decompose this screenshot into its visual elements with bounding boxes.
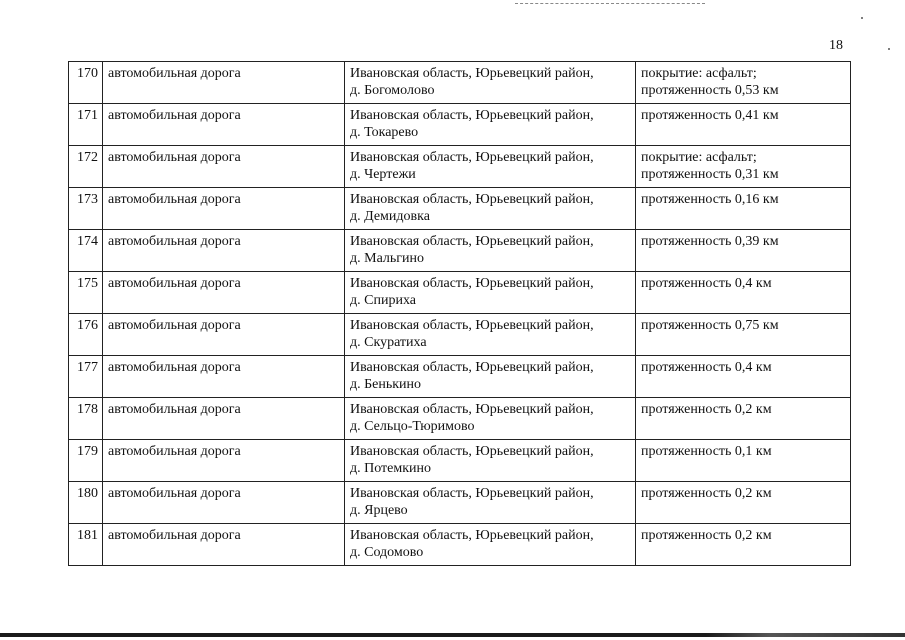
scan-speck — [888, 48, 890, 50]
address-village: д. Бенькино — [350, 377, 422, 392]
row-number: 177 — [69, 356, 103, 398]
address-village: д. Демидовка — [350, 209, 430, 224]
address-region: Ивановская область, Юрьевецкий район, — [350, 276, 594, 291]
table-row — [69, 440, 851, 482]
address-village: д. Богомолово — [350, 83, 435, 98]
address-cell — [345, 314, 636, 356]
object-type: автомобильная дорога — [103, 62, 345, 104]
description-cell — [636, 188, 851, 230]
description-line: протяженность 0,4 км — [641, 276, 772, 291]
address-cell — [345, 104, 636, 146]
description-line: протяженность 0,1 км — [641, 444, 772, 459]
address-cell — [345, 188, 636, 230]
address-cell — [345, 398, 636, 440]
description-line: протяженность 0,41 км — [641, 108, 779, 123]
table-row — [69, 524, 851, 566]
address-cell — [345, 356, 636, 398]
description-line: покрытие: асфальт; — [641, 150, 757, 165]
address-village: д. Токарево — [350, 125, 419, 140]
description-line: протяженность 0,31 км — [641, 167, 779, 182]
description-cell — [636, 314, 851, 356]
object-type: автомобильная дорога — [103, 104, 345, 146]
row-number: 171 — [69, 104, 103, 146]
address-village: д. Мальгино — [350, 251, 425, 266]
table-row — [69, 104, 851, 146]
address-village: д. Сельцо-Тюримово — [350, 419, 475, 434]
description-cell — [636, 146, 851, 188]
object-type: автомобильная дорога — [103, 356, 345, 398]
description-line: протяженность 0,2 км — [641, 528, 772, 543]
description-line: протяженность 0,4 км — [641, 360, 772, 375]
description-cell — [636, 104, 851, 146]
address-village: д. Скуратиха — [350, 335, 427, 350]
address-village: д. Содомово — [350, 545, 424, 560]
address-region: Ивановская область, Юрьевецкий район, — [350, 444, 594, 459]
row-number: 178 — [69, 398, 103, 440]
object-type: автомобильная дорога — [103, 524, 345, 566]
row-number: 170 — [69, 62, 103, 104]
description-line: протяженность 0,2 км — [641, 402, 772, 417]
row-number: 181 — [69, 524, 103, 566]
table-row — [69, 62, 851, 104]
table-row — [69, 398, 851, 440]
address-village: д. Чертежи — [350, 167, 416, 182]
address-cell — [345, 230, 636, 272]
row-number: 179 — [69, 440, 103, 482]
object-type: автомобильная дорога — [103, 272, 345, 314]
row-number: 175 — [69, 272, 103, 314]
address-region: Ивановская область, Юрьевецкий район, — [350, 486, 594, 501]
description-cell — [636, 272, 851, 314]
address-region: Ивановская область, Юрьевецкий район, — [350, 402, 594, 417]
roads-table — [68, 61, 851, 566]
description-line: протяженность 0,39 км — [641, 234, 779, 249]
table-row — [69, 230, 851, 272]
table-row — [69, 314, 851, 356]
address-cell — [345, 440, 636, 482]
address-village: д. Ярцево — [350, 503, 408, 518]
address-cell — [345, 272, 636, 314]
address-cell — [345, 62, 636, 104]
description-line: протяженность 0,53 км — [641, 83, 779, 98]
address-village: д. Спириха — [350, 293, 416, 308]
address-region: Ивановская область, Юрьевецкий район, — [350, 150, 594, 165]
description-line: протяженность 0,75 км — [641, 318, 779, 333]
address-region: Ивановская область, Юрьевецкий район, — [350, 234, 594, 249]
table-row — [69, 356, 851, 398]
object-type: автомобильная дорога — [103, 230, 345, 272]
address-region: Ивановская область, Юрьевецкий район, — [350, 192, 594, 207]
table-row — [69, 146, 851, 188]
table-row — [69, 188, 851, 230]
object-type: автомобильная дорога — [103, 314, 345, 356]
description-cell — [636, 440, 851, 482]
address-village: д. Потемкино — [350, 461, 432, 476]
address-region: Ивановская область, Юрьевецкий район, — [350, 360, 594, 375]
description-cell — [636, 398, 851, 440]
address-region: Ивановская область, Юрьевецкий район, — [350, 108, 594, 123]
description-line: покрытие: асфальт; — [641, 66, 757, 81]
address-cell — [345, 524, 636, 566]
object-type: автомобильная дорога — [103, 146, 345, 188]
object-type: автомобильная дорога — [103, 188, 345, 230]
row-number: 174 — [69, 230, 103, 272]
address-region: Ивановская область, Юрьевецкий район, — [350, 66, 594, 81]
address-region: Ивановская область, Юрьевецкий район, — [350, 318, 594, 333]
object-type: автомобильная дорога — [103, 482, 345, 524]
scan-speck — [861, 17, 863, 19]
object-type: автомобильная дорога — [103, 440, 345, 482]
address-cell — [345, 146, 636, 188]
description-line: протяженность 0,2 км — [641, 486, 772, 501]
top-scan-line — [515, 3, 705, 4]
table-row — [69, 272, 851, 314]
description-cell — [636, 62, 851, 104]
row-number: 176 — [69, 314, 103, 356]
address-cell — [345, 482, 636, 524]
address-region: Ивановская область, Юрьевецкий район, — [350, 528, 594, 543]
description-line: протяженность 0,16 км — [641, 192, 779, 207]
row-number: 172 — [69, 146, 103, 188]
bottom-scan-edge — [0, 633, 905, 637]
page-number: 18 — [829, 38, 843, 53]
row-number: 173 — [69, 188, 103, 230]
description-cell — [636, 356, 851, 398]
object-type: автомобильная дорога — [103, 398, 345, 440]
description-cell — [636, 524, 851, 566]
description-cell — [636, 482, 851, 524]
table-row — [69, 482, 851, 524]
row-number: 180 — [69, 482, 103, 524]
description-cell — [636, 230, 851, 272]
